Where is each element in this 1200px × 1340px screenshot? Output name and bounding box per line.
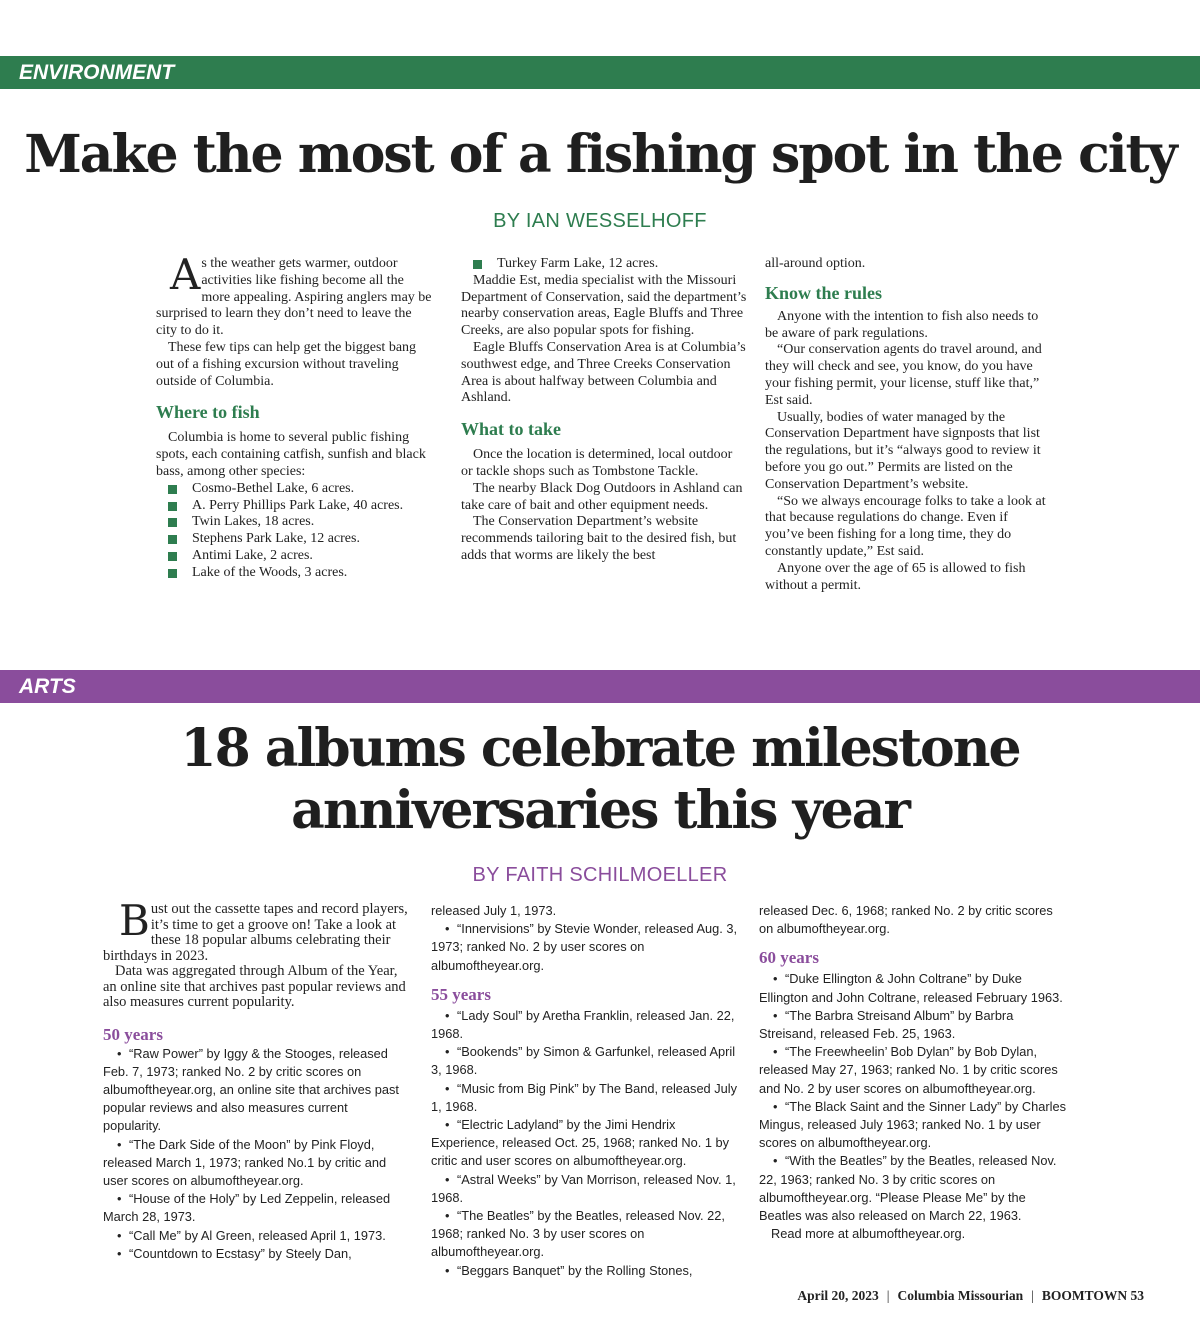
list-item: • “Call Me” by Al Green, released April 1, 1973. <box>103 1227 408 1245</box>
album-list <box>103 1045 408 1263</box>
byline-fishing: BY IAN WESSELHOFF <box>493 210 707 232</box>
subhead-know-the-rules: Know the rules <box>765 282 882 303</box>
issue-date: April 20, 2023 <box>797 1288 879 1303</box>
dropcap: A <box>170 250 201 299</box>
bullet-icon: • <box>445 1208 450 1224</box>
square-bullet-icon <box>473 260 482 269</box>
list-item: • “Raw Power” by Iggy & the Stooges, released Feb. 7, 1973; ranked No. 2 by critic scores on albumoftheyear.org, an online site that archives past popular reviews and also measures current popularity. <box>103 1045 399 1134</box>
lake-list-continued <box>461 256 747 273</box>
dropcap: B <box>119 896 150 945</box>
list-item: Cosmo-Bethel Lake, 6 acres. <box>168 481 436 498</box>
paragraph: Maddie Est, media specialist with the Missouri Department of Conservation, said the department’s nearby conservation areas, Eagle Bluffs and Three Creeks, are also popular spots for fishing. <box>461 272 747 339</box>
list-item: Turkey Farm Lake, 12 acres. <box>473 256 747 273</box>
paragraph: The Conservation Department’s website recommends tailoring bait to the desired fish, but adds that worms are likely the best <box>461 514 737 563</box>
publication-name: Columbia Missourian <box>897 1288 1024 1303</box>
bullet-icon: • <box>773 1007 778 1023</box>
list-item: • “House of the Holy” by Led Zeppelin, released March 28, 1973. <box>103 1191 391 1225</box>
read-more-line: Read more at albumoftheyear.org. <box>771 1226 966 1242</box>
bullet-icon: • <box>117 1227 122 1243</box>
bullet-icon: • <box>773 1153 778 1169</box>
list-item: • “Countdown to Ecstasy” by Steely Dan, <box>103 1245 408 1263</box>
album-list <box>431 1007 738 1280</box>
list-item: • “Duke Ellington & John Coltrane” by Duke Ellington and John Coltrane, released February 1963. <box>759 971 1063 1005</box>
list-item: Antimi Lake, 2 acres. <box>168 548 436 565</box>
paragraph: “Our conservation agents do travel around, and they will check and see, you know, do you have your fishing permit, your license, stuff like that,” Est said. <box>765 342 1042 408</box>
fishing-column-3 <box>765 256 1047 594</box>
paragraph: Data was aggregated through Album of the Year, an online site that archives past popular reviews and also measures current popularity. <box>103 963 406 1010</box>
paragraph: released Dec. 6, 1968; ranked No. 2 by critic scores on albumoftheyear.org. <box>759 903 1053 937</box>
list-item: Twin Lakes, 18 acres. <box>168 514 436 531</box>
albums-column-1 <box>103 896 408 1263</box>
lead-paragraph: As the weather gets warmer, outdoor activities like fishing become all the more appealing. Aspiring anglers may be surprised to learn they don’t need to leave the city to do it. <box>156 250 432 339</box>
list-item: • “Lady Soul” by Aretha Franklin, released Jan. 22, 1968. <box>431 1007 735 1042</box>
lake-list <box>156 481 436 582</box>
subhead-55-years: 55 years <box>431 984 491 1004</box>
list-item: • “The Freewheelin’ Bob Dylan” by Bob Dylan, released May 27, 1963; ranked No. 1 by critic scores and No. 2 by user scores on albumoftheyear.org. <box>759 1044 1058 1096</box>
bullet-icon: • <box>445 1262 450 1278</box>
footer-divider: | <box>886 1288 890 1303</box>
list-item: • “Beggars Banquet” by the Rolling Stones, <box>431 1262 738 1280</box>
paragraph: These few tips can help get the biggest bang out of a fishing excursion without traveling outside of Columbia. <box>156 339 417 389</box>
list-item: • “The Black Saint and the Sinner Lady” by Charles Mingus, released July 1963; ranked No. 1 by user scores on albumoftheyear.org. <box>759 1098 1066 1151</box>
albums-column-3 <box>759 902 1069 1243</box>
article-headline-albums <box>0 718 1200 842</box>
paragraph: released July 1, 1973. <box>431 903 557 918</box>
bullet-icon: • <box>773 1044 778 1060</box>
byline-albums: BY FAITH SCHILMOELLER <box>472 864 728 886</box>
list-item: • “Innervisions” by Stevie Wonder, released Aug. 3, 1973; ranked No. 2 by user scores on albumoftheyear.org. <box>431 921 738 973</box>
section-label-arts: ARTS <box>0 670 1200 703</box>
lead-paragraph: Bust out the cassette tapes and record players, it’s time to get a groove on! Take a look at these 18 popular albums celebrating their birthdays in 2023. <box>103 896 408 964</box>
bullet-icon: • <box>445 1007 450 1023</box>
square-bullet-icon <box>168 502 177 511</box>
bullet-icon: • <box>117 1045 122 1061</box>
square-bullet-icon <box>168 552 177 561</box>
paragraph: “So we always encourage folks to take a look at that because regulations do change. Even if you’ve been fishing for a long time, they do constantly update,” Est said. <box>765 493 1046 559</box>
page-number: 53 <box>1130 1288 1144 1303</box>
list-item: Stephens Park Lake, 12 acres. <box>168 531 436 548</box>
bullet-icon: • <box>445 1171 450 1187</box>
square-bullet-icon <box>168 518 177 527</box>
paragraph: Anyone over the age of 65 is allowed to fish without a permit. <box>765 560 1026 593</box>
bullet-icon: • <box>445 1117 450 1133</box>
page-footer <box>797 1288 1144 1304</box>
list-item: • “With the Beatles” by the Beatles, released Nov. 22, 1963; ranked No. 3 by critic scores on albumoftheyear.org. “Please Please Me” by the Beatles was also released on March 22, 1963. <box>759 1153 1057 1224</box>
album-list <box>431 920 738 975</box>
bullet-icon: • <box>445 1044 450 1060</box>
headline-line-1: 18 albums celebrate milestone <box>180 718 1020 779</box>
list-item: • “Electric Ladyland” by the Jimi Hendrix Experience, released Oct. 25, 1968; ranked No. 1 by critic and user scores on albumoftheyear.org. <box>431 1117 730 1169</box>
bullet-icon: • <box>117 1191 122 1207</box>
square-bullet-icon <box>168 485 177 494</box>
fishing-column-2 <box>461 256 747 565</box>
paragraph: Usually, bodies of water managed by the Conservation Department have signposts that list the regulations, but it’s “always good to review it before you go out.” Permits are listed on the Conservation Department’s website. <box>765 409 1041 492</box>
list-item: • “The Barbra Streisand Album” by Barbra Streisand, released Feb. 25, 1963. <box>759 1007 1014 1042</box>
list-item: • “The Beatles” by the Beatles, released Nov. 22, 1968; ranked No. 3 by user scores on albumoftheyear.org. <box>431 1208 725 1260</box>
footer-divider: | <box>1031 1288 1034 1303</box>
paragraph: Eagle Bluffs Conservation Area is at Columbia’s southwest edge, and Three Creeks Conservation Area is about halfway between Columbia and Ashland. <box>461 339 746 406</box>
bullet-icon: • <box>445 921 450 937</box>
article-headline-fishing: Make the most of a fishing spot in the city <box>24 124 1176 185</box>
paragraph: Anyone with the intention to fish also needs to be aware of park regulations. <box>765 308 1039 341</box>
list-item: • “Astral Weeks” by Van Morrison, released Nov. 1, 1968. <box>431 1171 736 1205</box>
square-bullet-icon <box>168 535 177 544</box>
section-label-environment: ENVIRONMENT <box>0 56 1200 89</box>
bullet-icon: • <box>117 1136 122 1152</box>
list-item: • “The Dark Side of the Moon” by Pink Floyd, released March 1, 1973; ranked No.1 by critic and user scores on albumoftheyear.org. <box>103 1136 387 1188</box>
subhead-where-to-fish: Where to fish <box>156 402 260 423</box>
subhead-60-years: 60 years <box>759 948 819 968</box>
list-item: • “Bookends” by Simon & Garfunkel, released April 3, 1968. <box>431 1044 736 1078</box>
subhead-what-to-take: What to take <box>461 419 561 440</box>
bullet-icon: • <box>445 1080 450 1096</box>
paragraph: The nearby Black Dog Outdoors in Ashland can take care of bait and other equipment needs. <box>461 480 743 513</box>
headline-line-2: anniversaries this year <box>291 780 909 841</box>
section-name: BOOMTOWN <box>1041 1288 1128 1303</box>
fishing-column-1 <box>156 250 436 582</box>
paragraph: Once the location is determined, local outdoor or tackle shops such as Tombstone Tackle. <box>461 447 733 479</box>
bullet-icon: • <box>773 971 778 987</box>
subhead-50-years: 50 years <box>103 1024 163 1044</box>
list-item: A. Perry Phillips Park Lake, 40 acres. <box>168 498 436 515</box>
square-bullet-icon <box>168 569 177 578</box>
list-item: Lake of the Woods, 3 acres. <box>168 565 436 582</box>
list-item: • “Music from Big Pink” by The Band, released July 1, 1968. <box>431 1080 737 1114</box>
albums-column-2 <box>431 902 738 1280</box>
bullet-icon: • <box>773 1098 778 1114</box>
paragraph: Columbia is home to several public fishing spots, each containing catfish, sunfish and black bass, among other species: <box>156 430 426 479</box>
album-list <box>759 970 1069 1225</box>
bullet-icon: • <box>117 1245 122 1261</box>
paragraph: all-around option. <box>765 256 866 271</box>
